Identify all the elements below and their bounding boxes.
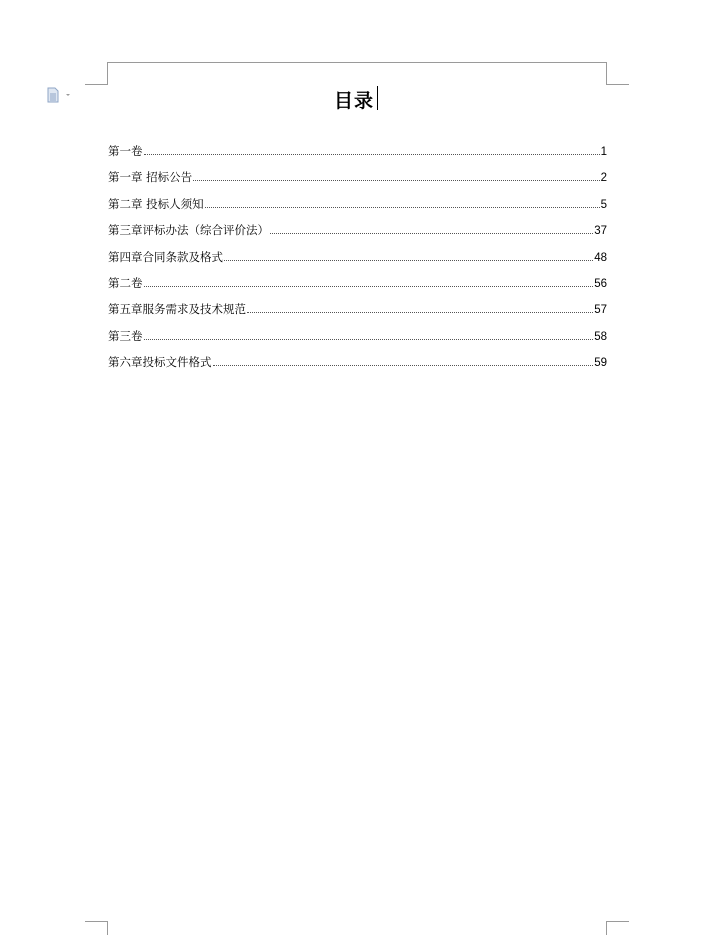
toc-entry[interactable] (108, 326, 607, 352)
toc-entry[interactable] (108, 167, 607, 193)
title-text: 目录 (333, 90, 374, 112)
toc-dot-leader (247, 312, 593, 313)
toc-entry-page-number: 58 (594, 330, 607, 343)
toc-entry[interactable] (108, 141, 607, 167)
toc-entry-page-number: 1 (600, 146, 607, 158)
toc-entry-label: 第二卷 (108, 275, 143, 290)
toc-entry-label: 第二章 投标人须知 (108, 196, 204, 211)
toc-entry-page-number: 2 (600, 172, 607, 185)
toc-entry-page-number: 37 (594, 225, 607, 238)
toc-entry[interactable] (108, 220, 607, 246)
toc-entry-page-number: 5 (600, 198, 607, 211)
page-title[interactable] (0, 86, 712, 113)
toc-entry-label: 第六章投标文件格式 (108, 355, 212, 370)
toc-entry-label: 第三卷 (108, 328, 143, 343)
toc-entry-page-number: 59 (594, 357, 607, 370)
toc-dot-leader (213, 365, 594, 366)
toc-dot-leader (144, 339, 594, 340)
toc-entry-page-number: 56 (594, 277, 607, 290)
toc-entry[interactable] (108, 299, 607, 325)
toc-entry-label: 第一章 招标公告 (108, 170, 193, 185)
toc-entry-label: 第五章服务需求及技术规范 (108, 302, 246, 317)
toc-dot-leader (193, 180, 599, 181)
toc-dot-leader (224, 260, 593, 261)
toc-dot-leader (144, 286, 594, 287)
toc-entry[interactable] (108, 194, 607, 220)
toc-dot-leader (144, 154, 600, 155)
header-line (107, 62, 607, 63)
toc-entry[interactable] (108, 352, 607, 378)
toc-entry-page-number: 48 (594, 251, 607, 264)
toc-dot-leader (205, 207, 600, 208)
toc-dot-leader (270, 233, 593, 234)
toc-entry-label: 第一卷 (108, 144, 143, 158)
toc-entry-label: 第四章合同条款及格式 (108, 249, 223, 264)
toc-entry-label: 第三章评标办法（综合评价法） (108, 223, 269, 238)
toc-entry[interactable] (108, 273, 607, 299)
toc-entry[interactable] (108, 247, 607, 273)
text-cursor (377, 86, 378, 110)
toc-entry-page-number: 57 (594, 304, 607, 317)
table-of-contents (108, 141, 607, 379)
